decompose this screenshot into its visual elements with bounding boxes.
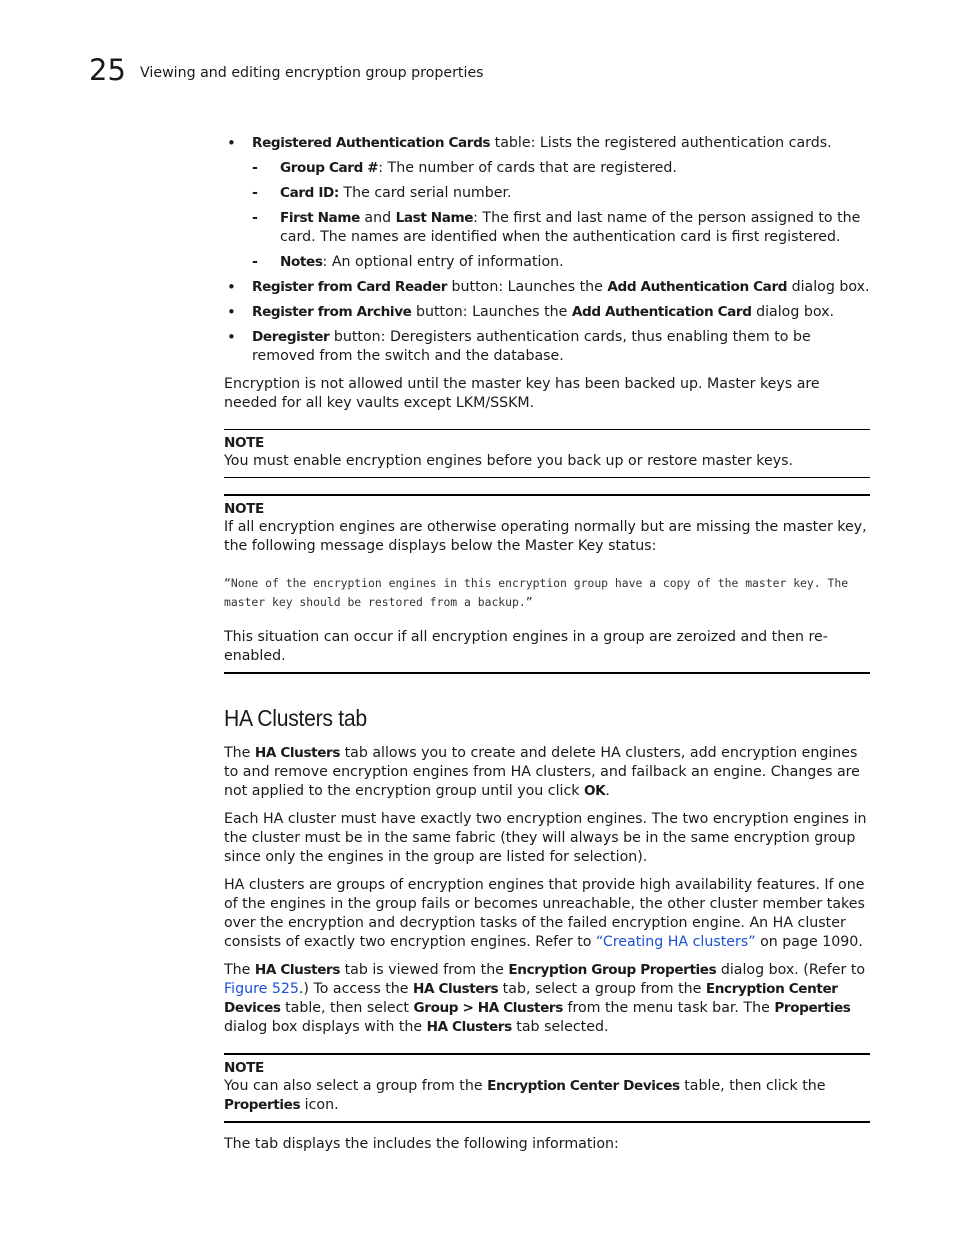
- paragraph: [224, 744, 870, 801]
- term: Notes: [280, 254, 323, 270]
- text: from the menu task bar. The: [562, 1000, 775, 1016]
- text: icon.: [300, 1097, 339, 1113]
- list-item: [224, 134, 870, 272]
- term: Register from Card Reader: [252, 279, 448, 295]
- description: button: Deregisters authentication cards, thus enabling them to be removed from the switch and the database.: [252, 329, 811, 364]
- term: Encryption Group Properties: [508, 962, 717, 978]
- text: The: [224, 962, 255, 978]
- note-label: NOTE: [224, 501, 264, 517]
- text: table, then select: [280, 1000, 414, 1016]
- term: HA Clusters: [254, 745, 341, 761]
- note-text: If all encryption engines are otherwise operating normally but are missing the master key, the following message displays below the Master Key status:: [224, 519, 867, 554]
- text: HA clusters are groups of encryption engines that provide high availability features. If one of the engines in the group fails or becomes unreachable, the other cluster member takes over the encryption and decryption tasks of the failed encryption engine. An HA cluster consists of exactly two encryption engines. Refer to: [224, 877, 865, 950]
- description: : An optional entry of information.: [322, 254, 564, 270]
- term: HA Clusters: [254, 962, 341, 978]
- connector: and: [359, 210, 396, 226]
- term: Deregister: [252, 329, 330, 345]
- section-heading: HA Clusters tab: [224, 705, 367, 731]
- description: button: Launches the: [447, 279, 608, 295]
- text: dialog box. (Refer to: [716, 962, 866, 978]
- sub-list-item: [252, 253, 870, 272]
- chapter-title: Viewing and editing encryption group properties: [140, 65, 484, 81]
- sub-list-item: [252, 159, 870, 178]
- sub-list-item: [252, 184, 870, 203]
- note-text: This situation can occur if all encryption engines in a group are zeroized and then re-enabled.: [224, 629, 828, 664]
- text: .) To access the: [298, 981, 414, 997]
- text: tab is viewed from the: [340, 962, 509, 978]
- page-content: [224, 134, 870, 1163]
- term: Encryption Center Devices: [224, 981, 838, 1016]
- term: OK: [584, 783, 606, 799]
- description: The card serial number.: [338, 185, 512, 201]
- term: Registered Authentication Cards: [252, 135, 491, 151]
- term: Group Card #: [280, 160, 379, 176]
- paragraph: [224, 876, 870, 952]
- note-label: NOTE: [224, 1060, 264, 1076]
- paragraph: [224, 961, 870, 1037]
- term: Properties: [224, 1097, 301, 1113]
- chapter-number: 25: [89, 53, 126, 87]
- sub-list-item: [252, 209, 870, 247]
- note-box: [224, 1053, 870, 1123]
- description: dialog box.: [787, 279, 870, 295]
- term: Add Authentication Card: [571, 304, 752, 320]
- list-item: [224, 303, 870, 322]
- text: .: [605, 783, 610, 799]
- term: Card ID:: [280, 185, 339, 201]
- text: The: [224, 745, 255, 761]
- term: Register from Archive: [252, 304, 412, 320]
- description: : The number of cards that are registered.: [378, 160, 677, 176]
- term: First Name: [280, 210, 360, 226]
- description: : The first and last name of the person assigned to the card. The names are identified when the authentication card is first registered.: [280, 210, 861, 245]
- text: tab, select a group from the: [498, 981, 706, 997]
- text: dialog box displays with the: [224, 1019, 427, 1035]
- paragraph: Each HA cluster must have exactly two encryption engines. The two encryption engines in the cluster must be in the same fabric (they will always be in the same encryption group since only the engines in the group are listed for selection).: [224, 811, 867, 865]
- term: HA Clusters: [426, 1019, 512, 1035]
- property-list: [224, 134, 870, 366]
- list-item: [224, 328, 870, 366]
- cross-reference-link[interactable]: “Creating HA clusters”: [596, 934, 756, 950]
- term: Properties: [774, 1000, 851, 1016]
- term: Group > HA Clusters: [413, 1000, 563, 1016]
- note-box: [224, 494, 870, 674]
- text: table, then click the: [679, 1078, 826, 1094]
- term: HA Clusters: [413, 981, 499, 997]
- note-text: [224, 1077, 870, 1115]
- term: Last Name: [395, 210, 474, 226]
- text: tab selected.: [511, 1019, 609, 1035]
- term: Encryption Center Devices: [487, 1078, 680, 1094]
- note-text: You must enable encryption engines before you back up or restore master keys.: [224, 453, 793, 469]
- paragraph: Encryption is not allowed until the master key has been backed up. Master keys are needed for all key vaults except LKM/SSKM.: [224, 376, 820, 411]
- note-box: [224, 429, 870, 478]
- text: on page 1090.: [755, 934, 863, 950]
- text: You can also select a group from the: [224, 1078, 488, 1094]
- paragraph: The tab displays the includes the following information:: [224, 1136, 619, 1152]
- message-code: “None of the encryption engines in this encryption group have a copy of the master key. The master key should be restored from a backup.”: [224, 576, 849, 609]
- figure-link[interactable]: Figure 525: [224, 981, 299, 997]
- description: button: Launches the: [411, 304, 572, 320]
- description: dialog box.: [751, 304, 835, 320]
- text: tab allows you to create and delete HA clusters, add encryption engines to and remove encryption engines from HA clusters, and failback an engine. Changes are not applied to the encryption group until you click: [224, 745, 860, 799]
- term: Add Authentication Card: [607, 279, 788, 295]
- sub-list: [252, 159, 870, 272]
- list-item: [224, 278, 870, 297]
- note-label: NOTE: [224, 435, 264, 451]
- description: table: Lists the registered authentication cards.: [490, 135, 832, 151]
